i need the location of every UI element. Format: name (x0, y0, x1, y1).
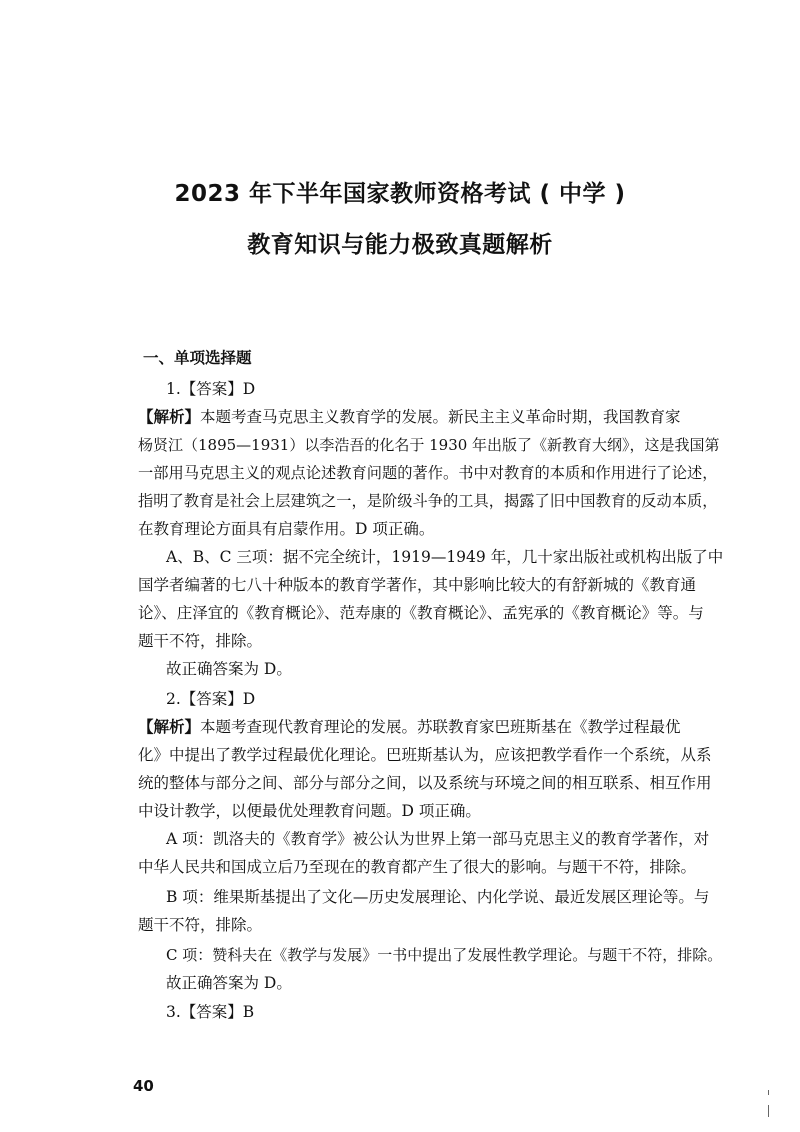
q1-analysis-line-1: 【解析】本题考查马克思主义教育学的发展。新民主主义革命时期，我国教育家 (138, 408, 681, 426)
q2-analysis-line-3: 统的整体与部分之间、部分与部分之间，以及系统与环境之间的相互联系、相互作用 (138, 774, 712, 792)
page-subtitle: 教育知识与能力极致真题解析 (247, 232, 553, 258)
q2-option-b-line-1: B 项：维果斯基提出了文化—历史发展理论、内化学说、最近发展区理论等。与 (166, 888, 710, 906)
q2-answer-label: 2.【答案】D (166, 690, 256, 708)
q2-option-b-line-2: 题干不符，排除。 (138, 916, 263, 934)
q1-analysis-line-5: 在教育理论方面具有启蒙作用。D 项正确。 (138, 520, 435, 538)
q2-analysis-tag: 【解析】 (138, 718, 201, 736)
q1-analysis-line-4: 指明了教育是社会上层建筑之一，是阶级斗争的工具，揭露了旧中国教育的反动本质， (138, 492, 718, 510)
q1-options-line-4: 题干不符，排除。 (138, 632, 263, 650)
scan-edge-mark (768, 1090, 769, 1095)
q1-options-line-3: 论》、庄泽宜的《教育概论》、范寿康的《教育概论》、孟宪承的《教育概论》等。与 (138, 604, 704, 622)
q2-option-c: C 项：赞科夫在《教学与发展》一书中提出了发展性教学理论。与题干不符，排除。 (166, 946, 723, 964)
q1-options-line-2: 国学者编著的七八十种版本的教育学著作，其中影响比较大的有舒新城的《教育通 (138, 576, 697, 594)
q1-analysis-tag: 【解析】 (138, 408, 201, 426)
q2-analysis-line-1: 【解析】本题考查现代教育理论的发展。苏联教育家巴班斯基在《教学过程最优 (138, 718, 681, 736)
q1-options-line-1: A、B、C 三项：据不完全统计，1919—1949 年，几十家出版社或机构出版了中 (166, 548, 724, 566)
section-heading: 一、单项选择题 (143, 349, 252, 367)
q2-analysis-line-4: 中设计教学，以便最优处理教育问题。D 项正确。 (138, 802, 481, 820)
page-number: 40 (133, 1077, 154, 1095)
q2-option-a-line-1: A 项：凯洛夫的《教育学》被公认为世界上第一部马克思主义的教育学著作，对 (166, 830, 710, 848)
q3-answer-label: 3.【答案】B (166, 1003, 255, 1021)
scan-edge-mark (768, 1105, 769, 1117)
page-title: 2023 年下半年国家教师资格考试 ( 中学 ) (174, 181, 626, 207)
q2-analysis-line-2: 化》中提出了教学过程最优化理论。巴班斯基认为，应该把教学看作一个系统，从系 (138, 746, 712, 764)
q1-answer-label: 1.【答案】D (166, 380, 256, 398)
q1-analysis-line-3: 一部用马克思主义的观点论述教育问题的著作。书中对教育的本质和作用进行了论述， (138, 464, 718, 482)
q1-conclusion: 故正确答案为 D。 (166, 660, 292, 678)
q2-conclusion: 故正确答案为 D。 (166, 974, 292, 992)
q1-analysis-line-2: 杨贤江（1895—1931）以李浩吾的化名于 1930 年出版了《新教育大纲》，这是我国第 (138, 436, 720, 454)
q2-option-a-line-2: 中华人民共和国成立后乃至现在的教育都产生了很大的影响。与题干不符，排除。 (138, 858, 697, 876)
